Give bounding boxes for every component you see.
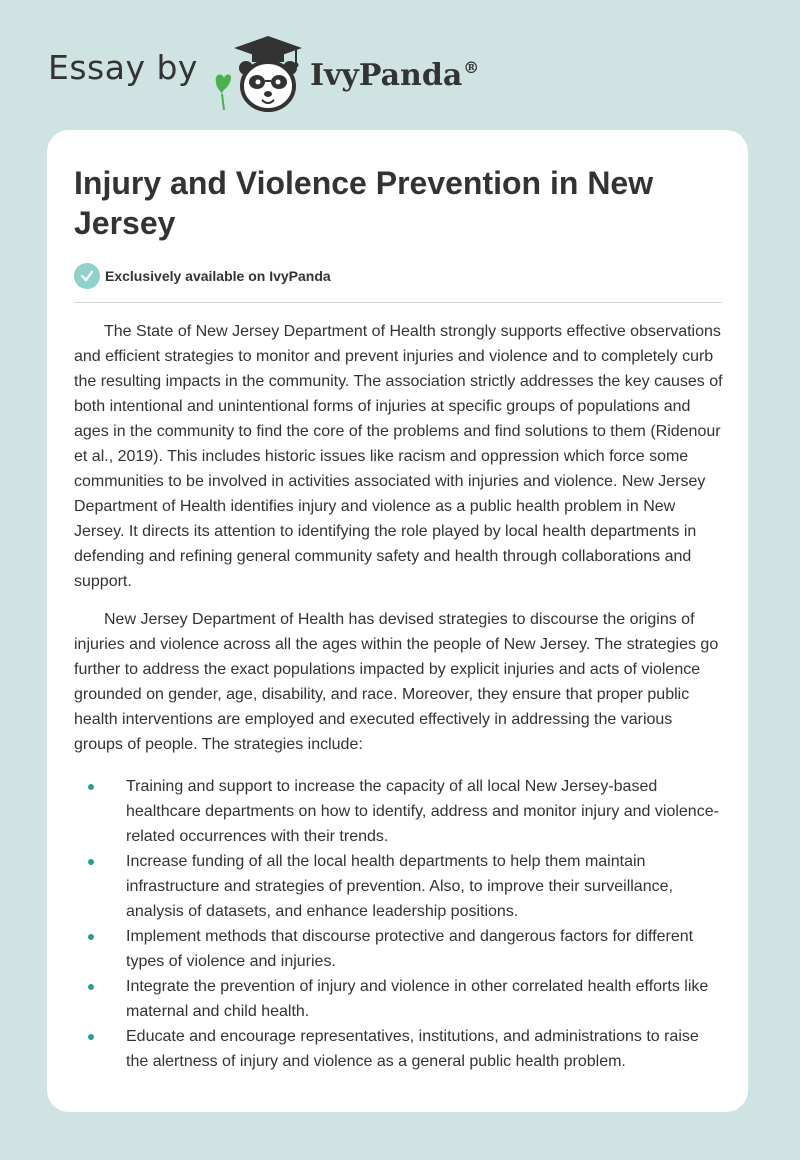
bullet-icon: [88, 984, 94, 990]
brand-prefix: Essay by: [48, 47, 198, 87]
article-body: [74, 319, 724, 1074]
paragraph-1: The State of New Jersey Department of Health strongly supports effective observations and efficient strategies to monitor and prevent injuries and violence and to completely curb the resulting impacts in the community. The association strictly addresses the key causes of both intentional and unintentional forms of injuries at specific groups of populations and ages in the community to find the core of the problems and find solutions to them (Ridenour et al., 2019). This includes historic issues like racism and oppression which force some communities to be involved in activities associated with injuries and violence. New Jersey Department of Health identifies injury and violence as a public health problem in New Jersey. It directs its attention to identifying the role played by local health departments in defending and refining general community safety and health through collaborations and support.: [74, 323, 723, 590]
badge-label: Exclusively available on IvyPanda: [105, 268, 331, 284]
list-item-text: Educate and encourage representatives, institutions, and administrations to raise the alertness of injury and violence as a general public health problem.: [126, 1028, 699, 1070]
list-item: [74, 974, 724, 1024]
paragraph-2: New Jersey Department of Health has devised strategies to discourse the origins of injuries and violence across all the ages within the people of New Jersey. The strategies go further to address the exact populations impacted by explicit injuries and acts of violence grounded on gender, age, disability, and race. Moreover, they ensure that proper public health interventions are employed and executed effectively in addressing the various groups of people. The strategies include:: [74, 611, 719, 753]
strategies-list: [74, 774, 724, 1074]
brand-name: IvyPanda®: [309, 57, 480, 93]
bullet-icon: [88, 1034, 94, 1040]
bullet-icon: [88, 784, 94, 790]
list-item-text: Training and support to increase the capacity of all local New Jersey-based healthcare departments on how to identify, address and monitor injury and violence-related occurrences with their trends.: [126, 778, 719, 845]
brand-header[interactable]: [48, 34, 479, 114]
bullet-icon: [88, 859, 94, 865]
list-item-text: Implement methods that discourse protective and dangerous factors for different types of violence and injuries.: [126, 928, 694, 970]
check-icon: [74, 263, 100, 289]
article-card: [47, 130, 748, 1112]
list-item: [74, 849, 724, 924]
list-item: [74, 924, 724, 974]
divider: [74, 302, 722, 303]
page-title: Injury and Violence Prevention in New Jersey: [74, 165, 654, 241]
list-item-text: Integrate the prevention of injury and violence in other correlated health efforts like maternal and child health.: [126, 978, 709, 1020]
bullet-icon: [88, 934, 94, 940]
list-item: [74, 1024, 724, 1074]
exclusive-badge: [74, 263, 331, 289]
panda-logo-icon: [212, 34, 304, 114]
list-item: [74, 774, 724, 849]
list-item-text: Increase funding of all the local health departments to help them maintain infrastructure and strategies of prevention. Also, to improve their surveillance, analysis of datasets, and enhance leadership positions.: [126, 853, 673, 920]
